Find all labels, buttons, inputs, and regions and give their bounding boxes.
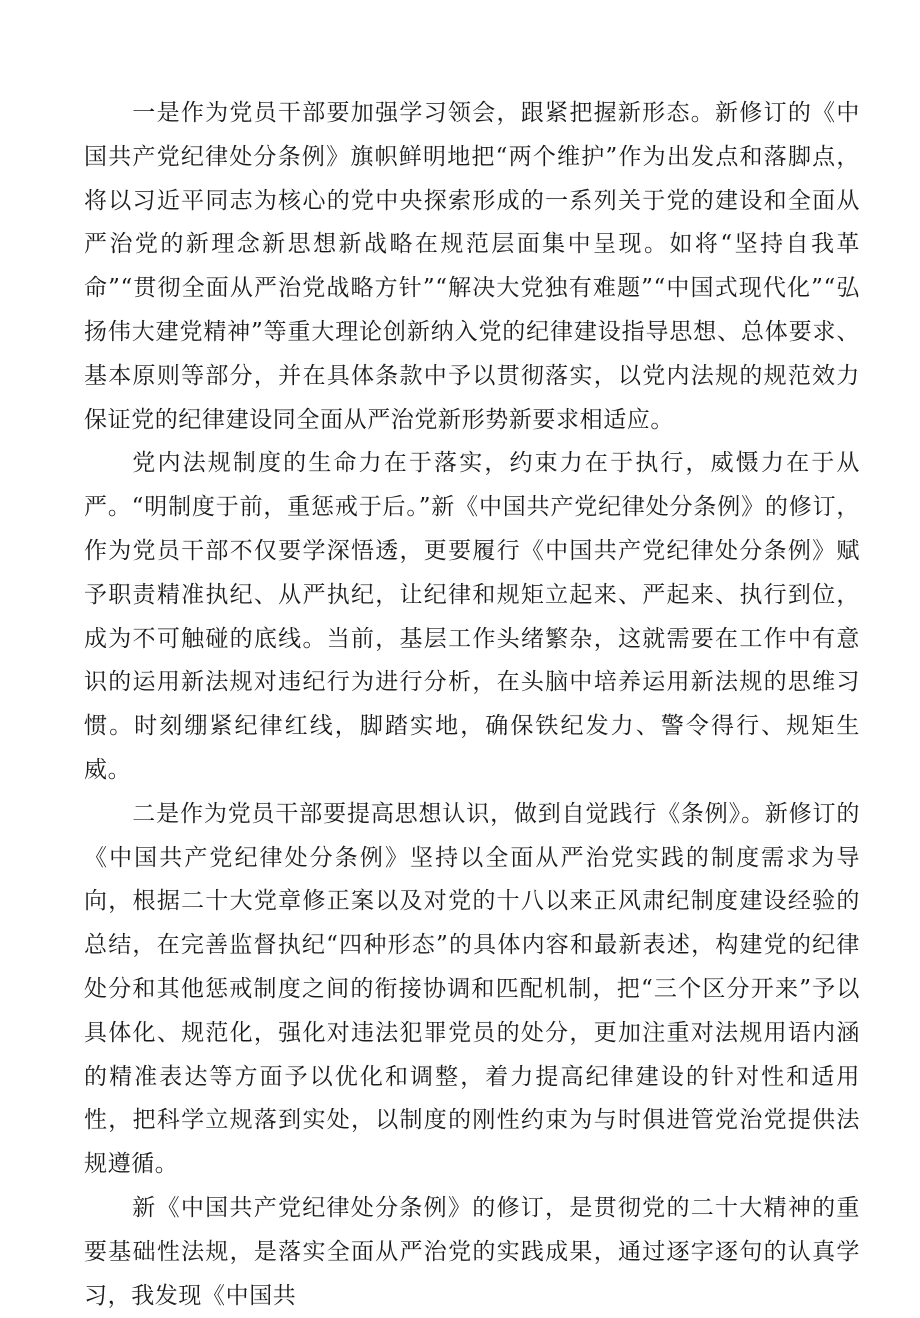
paragraph-2: 党内法规制度的生命力在于落实，约束力在于执行，威慑力在于从严。“明制度于前，重惩戒于后。”新《中国共产党纪律处分条例》的修订，作为党员干部不仅要学深悟透，更要履行《中国共产党纪律处分条例》赋予职责精准执纪、从严执纪，让纪律和规矩立起来、严起来、执行到位，成为不可触碰的底线。当前，基层工作头绪繁杂，这就需要在工作中有意识的运用新法规对违纪行为进行分析，在头脑中培养运用新法规的思维习惯。时刻绷紧纪律红线，脚踏实地，确保铁纪发力、警令得行、规矩生威。 [84, 450, 860, 783]
paragraph-1: 一是作为党员干部要加强学习领会，跟紧把握新形态。新修订的《中国共产党纪律处分条例》旗帜鲜明地把“两个维护”作为出发点和落脚点，将以习近平同志为核心的党中央探索形成的一系列关于党的建设和全面从严治党的新理念新思想新战略在规范层面集中呈现。如将“坚持自我革命”“贯彻全面从严治党战略方针”“解决大党独有难题”“中国式现代化”“弘扬伟大建党精神”等重大理论创新纳入党的纪律建设指导思想、总体要求、基本原则等部分，并在具体条款中予以贯彻落实，以党内法规的规范效力保证党的纪律建设同全面从严治党新形势新要求相适应。 [84, 100, 860, 433]
paragraph-3: 二是作为党员干部要提高思想认识，做到自觉践行《条例》。新修订的《中国共产党纪律处分条例》坚持以全面从严治党实践的制度需求为导向，根据二十大党章修正案以及对党的十八以来正风肃纪制度建设经验的总结，在完善监督执纪“四种形态”的具体内容和最新表述，构建党的纪律处分和其他惩戒制度之间的衔接协调和匹配机制，把“三个区分开来”予以具体化、规范化，强化对违法犯罪党员的处分，更加注重对法规用语内涵的精准表达等方面予以优化和调整，着力提高纪律建设的针对性和适用性，把科学立规落到实处，以制度的刚性约束为与时俱进管党治党提供法规遵循。 [84, 800, 860, 1178]
document-body [84, 92, 860, 1318]
paragraph-4: 新《中国共产党纪律处分条例》的修订，是贯彻党的二十大精神的重要基础性法规，是落实全面从严治党的实践成果，通过逐字逐句的认真学习，我发现《中国共 [84, 1194, 860, 1309]
